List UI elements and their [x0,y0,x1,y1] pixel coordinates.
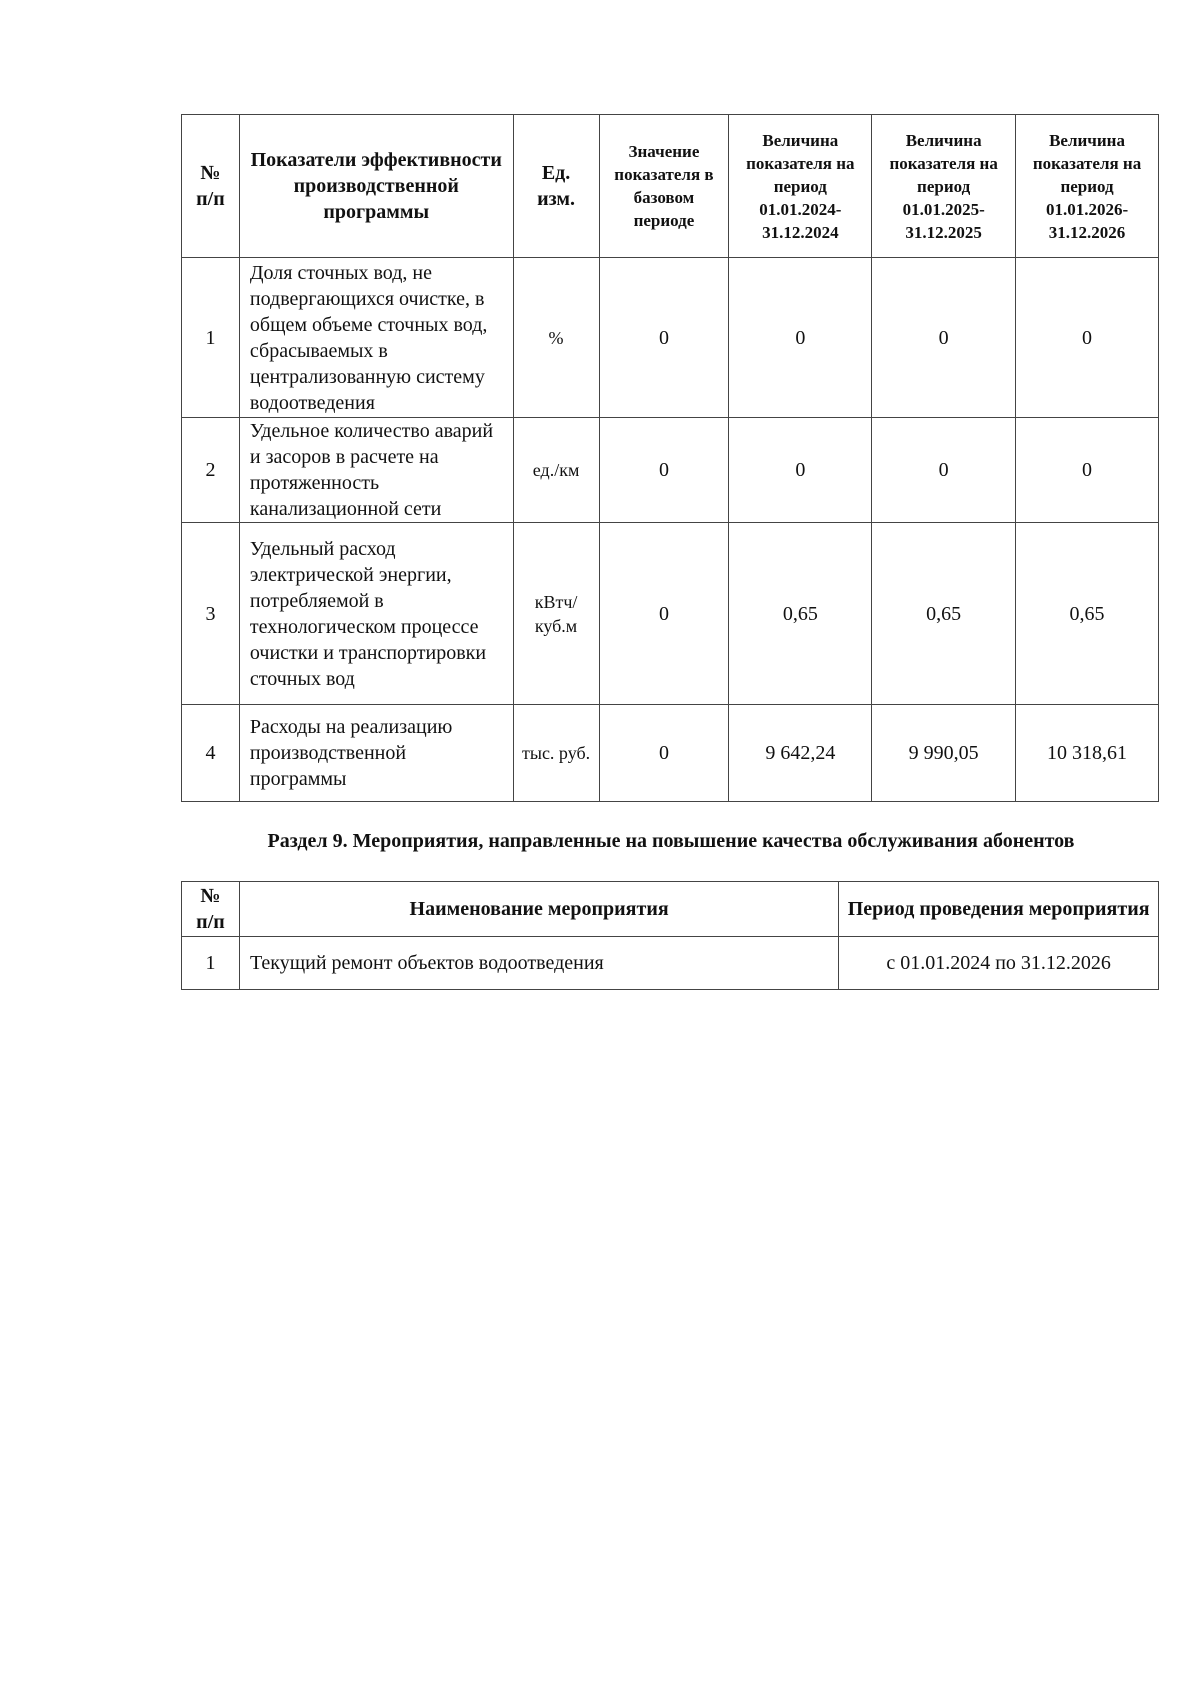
row-indicator: Расходы на реализацию производственной программы [239,705,513,802]
row-value-2024: 0 [729,258,872,418]
row-base-value: 0 [599,418,729,523]
table-row [182,705,1159,802]
header-unit: Ед. изм. [513,115,599,258]
row-unit: ед./км [513,418,599,523]
header-event-period: Период проведения мероприятия [839,882,1159,937]
row-number: 1 [182,937,240,990]
header-number: № п/п [182,115,240,258]
table-header-row [182,882,1159,937]
row-value-2025: 9 990,05 [872,705,1016,802]
row-value-2025: 0 [872,418,1016,523]
row-value-2024: 9 642,24 [729,705,872,802]
row-event-name: Текущий ремонт объектов водоотведения [239,937,838,990]
row-value-2026: 0 [1016,258,1159,418]
row-number: 1 [182,258,240,418]
row-base-value: 0 [599,705,729,802]
row-unit: тыс. руб. [513,705,599,802]
table-row [182,258,1159,418]
table-row [182,523,1159,705]
row-value-2025: 0,65 [872,523,1016,705]
header-event-name: Наименование мероприятия [239,882,838,937]
header-period-2026: Величина показателя на период 01.01.2026-31.12.2026 [1016,115,1159,258]
row-value-2024: 0,65 [729,523,872,705]
row-unit: кВтч/ куб.м [513,523,599,705]
table-row [182,418,1159,523]
section-title: Раздел 9. Мероприятия, направленные на повышение качества обслуживания абонентов [267,830,1075,852]
row-value-2025: 0 [872,258,1016,418]
row-event-period: с 01.01.2024 по 31.12.2026 [839,937,1159,990]
table-header-row [182,115,1159,258]
events-table [181,881,1159,990]
row-indicator: Доля сточных вод, не подвергающихся очистке, в общем объеме сточных вод, сбрасываемых в централизованную систему водоотведения [239,258,513,418]
row-number: 4 [182,705,240,802]
header-period-2025: Величина показателя на период 01.01.2025-31.12.2025 [872,115,1016,258]
row-value-2026: 10 318,61 [1016,705,1159,802]
performance-indicators-table [181,114,1159,802]
header-number: № п/п [182,882,240,937]
row-value-2026: 0,65 [1016,523,1159,705]
row-base-value: 0 [599,523,729,705]
row-value-2026: 0 [1016,418,1159,523]
row-number: 2 [182,418,240,523]
row-unit: % [513,258,599,418]
table-row [182,937,1159,990]
header-period-2024: Величина показателя на период 01.01.2024-31.12.2024 [729,115,872,258]
header-indicator: Показатели эффективности производственной программы [239,115,513,258]
header-base-value: Значение показателя в базовом периоде [599,115,729,258]
row-number: 3 [182,523,240,705]
row-indicator: Удельное количество аварий и засоров в расчете на протяженность канализационной сети [239,418,513,523]
row-indicator: Удельный расход электрической энергии, потребляемой в технологическом процессе очистки и транспортировки сточных вод [239,523,513,705]
row-value-2024: 0 [729,418,872,523]
row-base-value: 0 [599,258,729,418]
